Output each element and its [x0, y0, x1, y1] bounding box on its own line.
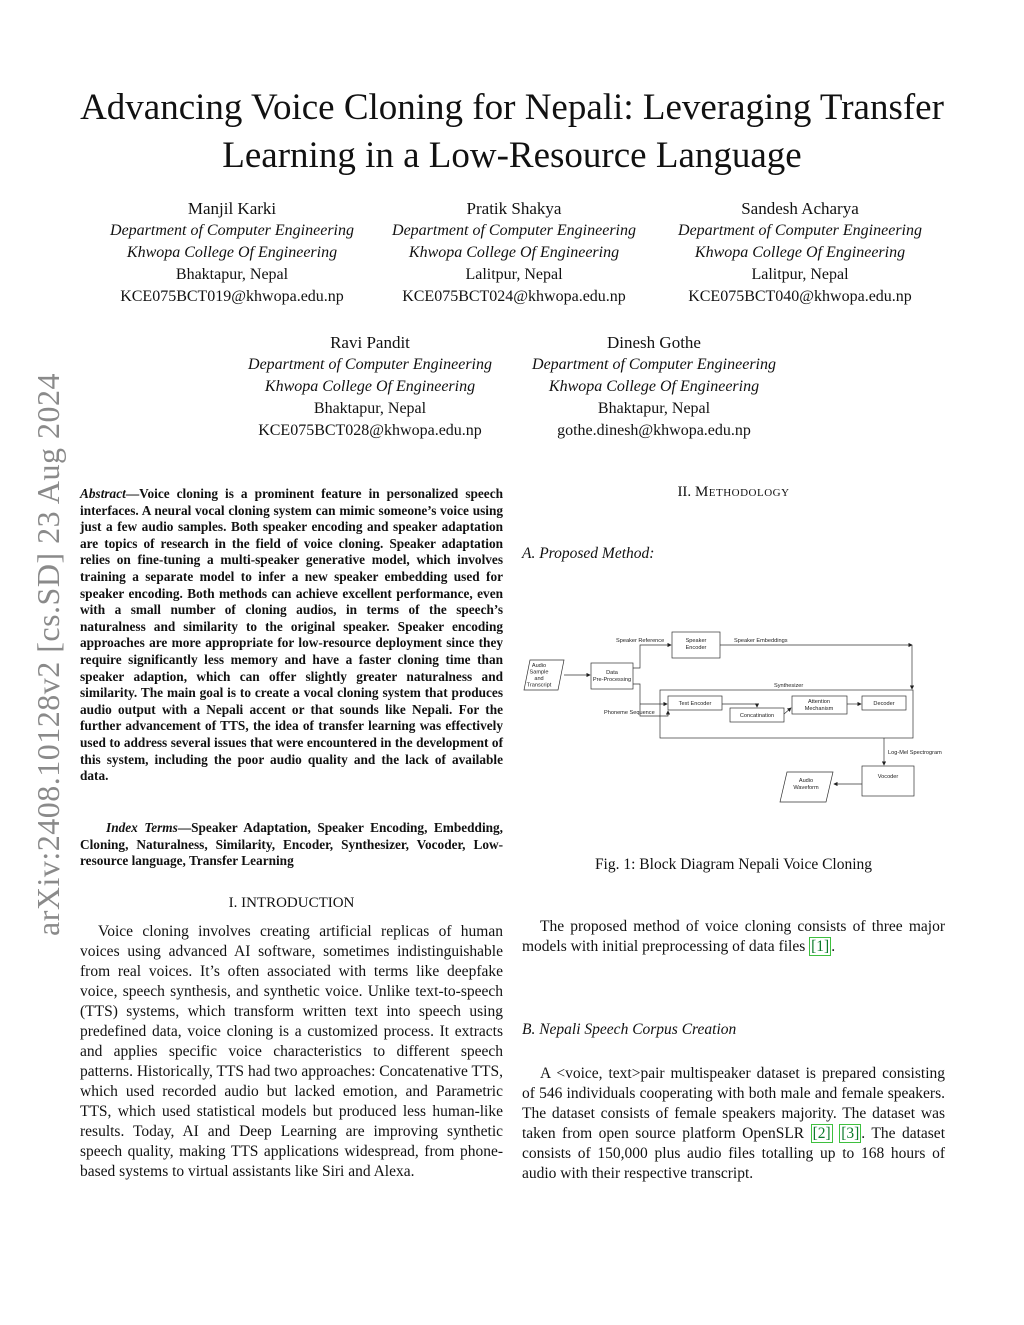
author-name: Sandesh Acharya: [741, 199, 859, 218]
paper-title: Advancing Voice Cloning for Nepali: Leveraging Transfer Learning in a Low-Resource Language: [80, 87, 944, 176]
author-name: Ravi Pandit: [330, 333, 410, 352]
author-email[interactable]: KCE075BCT028@khwopa.edu.np: [258, 422, 482, 439]
fig-label-speaker-embeddings: Speaker Embeddings: [734, 638, 788, 644]
author-block: [520, 332, 788, 442]
author-block: [380, 198, 648, 308]
fig-label-log-mel: Log-Mel Spectrogram: [888, 750, 942, 756]
author-email[interactable]: gothe.dinesh@khwopa.edu.np: [557, 422, 751, 439]
author-email[interactable]: KCE075BCT024@khwopa.edu.np: [402, 288, 626, 305]
author-college: Khwopa College Of Engineering: [264, 378, 476, 395]
para-a-end: .: [831, 938, 836, 955]
author-dept: Department of Computer Engineering: [392, 222, 636, 239]
index-terms-text: —Speaker Adaptation, Speaker Encoding, Embedding, Cloning, Naturalness, Similarity, Encoder, Synthesizer, Vocoder, Low-resource language, Transfer Learning: [80, 820, 504, 869]
intro-paragraph: Voice cloning involves creating artificial replicas of human voices using advanced AI software, sometimes indistinguishable from real voices. It’s often associated with terms like deepfake voice, speech synthesis, and synthetic voice. Unlike text-to-speech (TTS) systems, which transform written text into speech using predefined data, voice cloning is a customized process. It extracts and applies specific voice characteristics to different speech patterns. Historically, TTS had two approaches: Concatenative TTS, which used recorded audio but lacked emotion, and Parametric TTS, which used statistical models but produced less human-like results. Today, AI and Deep Learning are improving synthetic speech quality, making TTS applications widespread, from phone-based systems to virtual assistants like Siri and Alexa.: [80, 923, 503, 1180]
citation-link[interactable]: [1]: [811, 938, 830, 955]
fig-label-data: Data: [606, 670, 618, 676]
vocoder-box: [862, 766, 914, 796]
corpus-paragraph: [522, 1064, 945, 1184]
arxiv-stamp: arXiv:2408.10128v2 [cs.SD] 23 Aug 2024: [30, 373, 66, 936]
proposed-method-paragraph: [522, 917, 945, 957]
fig-label-synthesizer: Synthesizer: [774, 683, 804, 689]
fig-label-audio-sample-1: Sample: [529, 669, 549, 676]
index-terms: [80, 820, 503, 870]
section-heading-introduction: I. INTRODUCTION: [228, 895, 355, 911]
author-city: Bhaktapur, Nepal: [597, 400, 711, 417]
para-b-text: A <voice, text>pair multispeaker dataset is prepared consisting of 546 individuals cooperating with both male and female speakers. The dataset consists of female speakers majority. The dataset was taken from open source platform OpenSLR: [522, 1065, 945, 1142]
author-city: Lalitpur, Nepal: [465, 266, 563, 283]
author-dept: Department of Computer Engineering: [248, 356, 492, 373]
fig-label-encoder: Encoder: [685, 645, 707, 651]
block-diagram-figure: [522, 626, 952, 806]
author-email[interactable]: KCE075BCT019@khwopa.edu.np: [120, 288, 344, 305]
fig-label-vocoder: Vocoder: [877, 774, 899, 780]
author-city: Bhaktapur, Nepal: [175, 266, 289, 283]
author-dept: Department of Computer Engineering: [532, 356, 776, 373]
citation-link[interactable]: [2]: [812, 1125, 831, 1142]
author-college: Khwopa College Of Engineering: [694, 244, 906, 261]
fig-label-text-encoder: Text Encoder: [678, 701, 712, 707]
fig-label-audio-sample-2: and: [534, 676, 544, 682]
subsection-corpus-creation: B. Nepali Speech Corpus Creation: [522, 1021, 737, 1038]
fig-label-waveform: Waveform: [793, 785, 819, 791]
author-city: Bhaktapur, Nepal: [313, 400, 427, 417]
fig-label-audio-sample-0: Audio: [531, 663, 547, 669]
fig-label-audio: Audio: [798, 778, 814, 784]
methodology-number: II.: [677, 484, 695, 500]
fig-label-attention: Attention: [807, 699, 831, 705]
subsection-proposed-method: A. Proposed Method:: [522, 545, 655, 562]
fig-label-decoder: Decoder: [873, 701, 895, 707]
section-heading-methodology: [522, 484, 945, 501]
abstract-label: Abstract: [80, 486, 126, 501]
data-preprocessing-box: [591, 663, 633, 689]
para-b-end: . The dataset consists of 150,000 plus audio files totalling up to 168 hours of audio with their respective transcript.: [522, 1125, 945, 1182]
fig-label-speaker: Speaker: [685, 638, 707, 644]
para-a-text: The proposed method of voice cloning consists of three major models with initial preprocessing of data files: [522, 918, 945, 955]
citation-link[interactable]: [3]: [841, 1125, 860, 1142]
fig-label-speaker-reference: Speaker Reference: [616, 638, 665, 644]
author-name: Dinesh Gothe: [607, 333, 701, 352]
index-terms-label: Index Terms: [106, 820, 178, 835]
author-college: Khwopa College Of Engineering: [408, 244, 620, 261]
author-name: Pratik Shakya: [466, 199, 562, 218]
author-dept: Department of Computer Engineering: [110, 222, 354, 239]
author-block: [236, 332, 504, 442]
abstract-text: —Voice cloning is a prominent feature in personalized speech interfaces. A neural vocal cloning system can mimic someone’s voice using just a few audio samples. Both speaker encoding and speaker adaptation are topics of research in the field of voice cloning. Speaker adaptation relies on fine-tuning a multi-speaker generative model, which involves training a separate model to infer a new speaker embedding used for speaker encoding. Both methods can achieve excellent performance, even with a small number of cloning audios, in terms of the speech’s naturalness and similarity to the original speaker. Speaker encoding approaches are more appropriate for low-resource deployment since they require significantly less memory and have a faster cloning time than speaker adaption, which can offer slightly greater naturalness and similarity. The main goal is to create a vocal cloning system that produces audio output with a Nepali accent or that sounds like Nepali. For the further advancement of TTS, the idea of transfer learning was effectively used to address several issues that were encountered in the development of this system, including the poor audio quality and the lack of available data.: [80, 486, 503, 784]
figure-caption: Fig. 1: Block Diagram Nepali Voice Cloning: [594, 856, 873, 873]
fig-label-phoneme-sequence: Phoneme Sequence: [604, 710, 655, 716]
author-college: Khwopa College Of Engineering: [126, 244, 338, 261]
fig-label-concatination: Concatination: [739, 713, 775, 719]
fig-label-mechanism: Mechanism: [804, 706, 834, 712]
methodology-title: Methodology: [694, 484, 790, 500]
fig-label-preprocessing: Pre-Processing: [592, 677, 632, 683]
author-city: Lalitpur, Nepal: [751, 266, 849, 283]
author-dept: Department of Computer Engineering: [678, 222, 922, 239]
abstract: [80, 486, 503, 785]
author-email[interactable]: KCE075BCT040@khwopa.edu.np: [688, 288, 912, 305]
author-college: Khwopa College Of Engineering: [548, 378, 760, 395]
author-name: Manjil Karki: [187, 199, 277, 218]
fig-label-audio-sample-3: Transcript: [526, 682, 552, 689]
author-block: [666, 198, 934, 308]
author-block: [98, 198, 366, 308]
synthesizer-container: [660, 690, 913, 738]
